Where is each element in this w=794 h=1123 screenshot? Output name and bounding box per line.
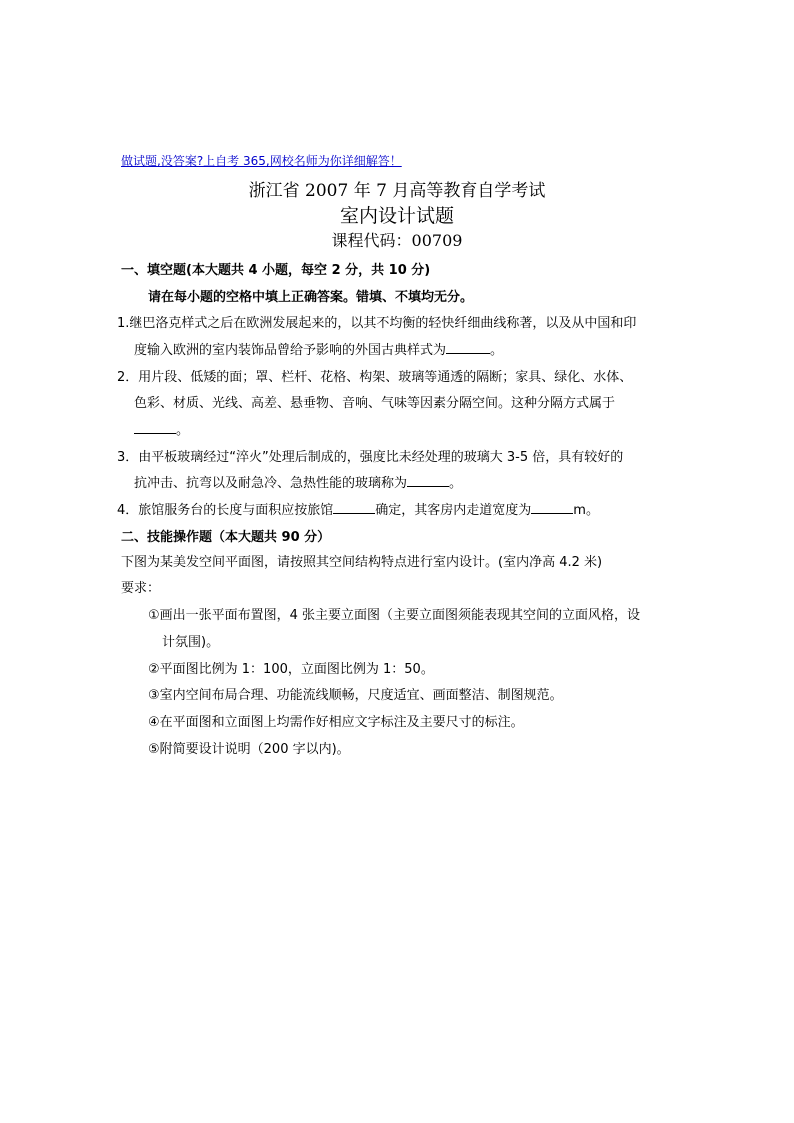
q3-line2 <box>134 472 462 491</box>
q3-line1: 3．由平板玻璃经过“淬火”处理后制成的，强度比未经处理的玻璃大 3-5 倍，具有较好的 <box>117 450 624 465</box>
answer-blank <box>333 502 375 514</box>
course-code: 课程代码：00709 <box>331 231 463 250</box>
promo-link[interactable]: 做试题,没答案?上自考 365,网校名师为你详细解答！ <box>121 154 402 168</box>
q3-end: 。 <box>449 476 463 491</box>
q1-text: 度输入欧洲的室内装饰品曾给予影响的外国古典样式为 <box>134 343 447 358</box>
q4-text-a: 4．旅馆服务台的长度与面积应按旅馆 <box>117 503 334 518</box>
q4-text-b: 确定，其客房内走道宽度为 <box>375 503 532 518</box>
section1-heading: 一、填空题(本大题共 4 小题，每空 2 分，共 10 分) <box>121 263 431 278</box>
exam-subtitle: 室内设计试题 <box>339 205 454 227</box>
answer-blank <box>134 422 176 434</box>
requirements-label: 要求： <box>121 581 161 596</box>
q2-line1: 2．用片段、低矮的面；罩、栏杆、花格、构架、玻璃等通透的隔断；家具、绿化、水体、 <box>117 370 633 385</box>
q3-text: 抗冲击、抗弯以及耐急冷、急热性能的玻璃称为 <box>134 476 408 491</box>
q4-line <box>117 499 599 518</box>
q2-line2: 色彩、材质、光线、高差、悬垂物、音响、气味等因素分隔空间。这种分隔方式属于 <box>134 396 616 411</box>
section2-heading: 二、技能操作题（本大题共 90 分） <box>121 530 331 545</box>
requirement-2: ②平面图比例为 1：100，立面图比例为 1：50。 <box>148 662 434 677</box>
q2-line3 <box>134 419 189 438</box>
requirement-4: ④在平面图和立面图上均需作好相应文字标注及主要尺寸的标注。 <box>148 715 524 730</box>
q4-text-c: m。 <box>573 503 599 518</box>
q1-end: 。 <box>490 343 504 358</box>
q1-line1: 1.继巴洛克样式之后在欧洲发展起来的，以其不均衡的轻快纤细曲线称著，以及从中国和印 <box>117 316 637 331</box>
answer-blank <box>531 502 573 514</box>
section1-instruction: 请在每小题的空格中填上正确答案。错填、不填均无分。 <box>148 290 474 305</box>
answer-blank <box>446 342 490 354</box>
section2-intro: 下图为某美发空间平面图，请按照其空间结构特点进行室内设计。(室内净高 4.2 米) <box>121 555 603 570</box>
requirement-5: ⑤附简要设计说明（200 字以内)。 <box>148 742 350 757</box>
exam-title: 浙江省 2007 年 7 月高等教育自学考试 <box>248 181 546 201</box>
q2-end: 。 <box>176 423 190 438</box>
answer-blank <box>407 475 449 487</box>
requirement-1-line1: ①画出一张平面布置图，4 张主要立面图（主要立面图须能表现其空间的立面风格，设 <box>148 608 641 623</box>
q1-line2 <box>134 339 503 358</box>
requirement-1-line2: 计氛围)。 <box>162 635 220 650</box>
requirement-3: ③室内空间布局合理、功能流线顺畅，尺度适宜、画面整洁、制图规范。 <box>148 688 563 703</box>
